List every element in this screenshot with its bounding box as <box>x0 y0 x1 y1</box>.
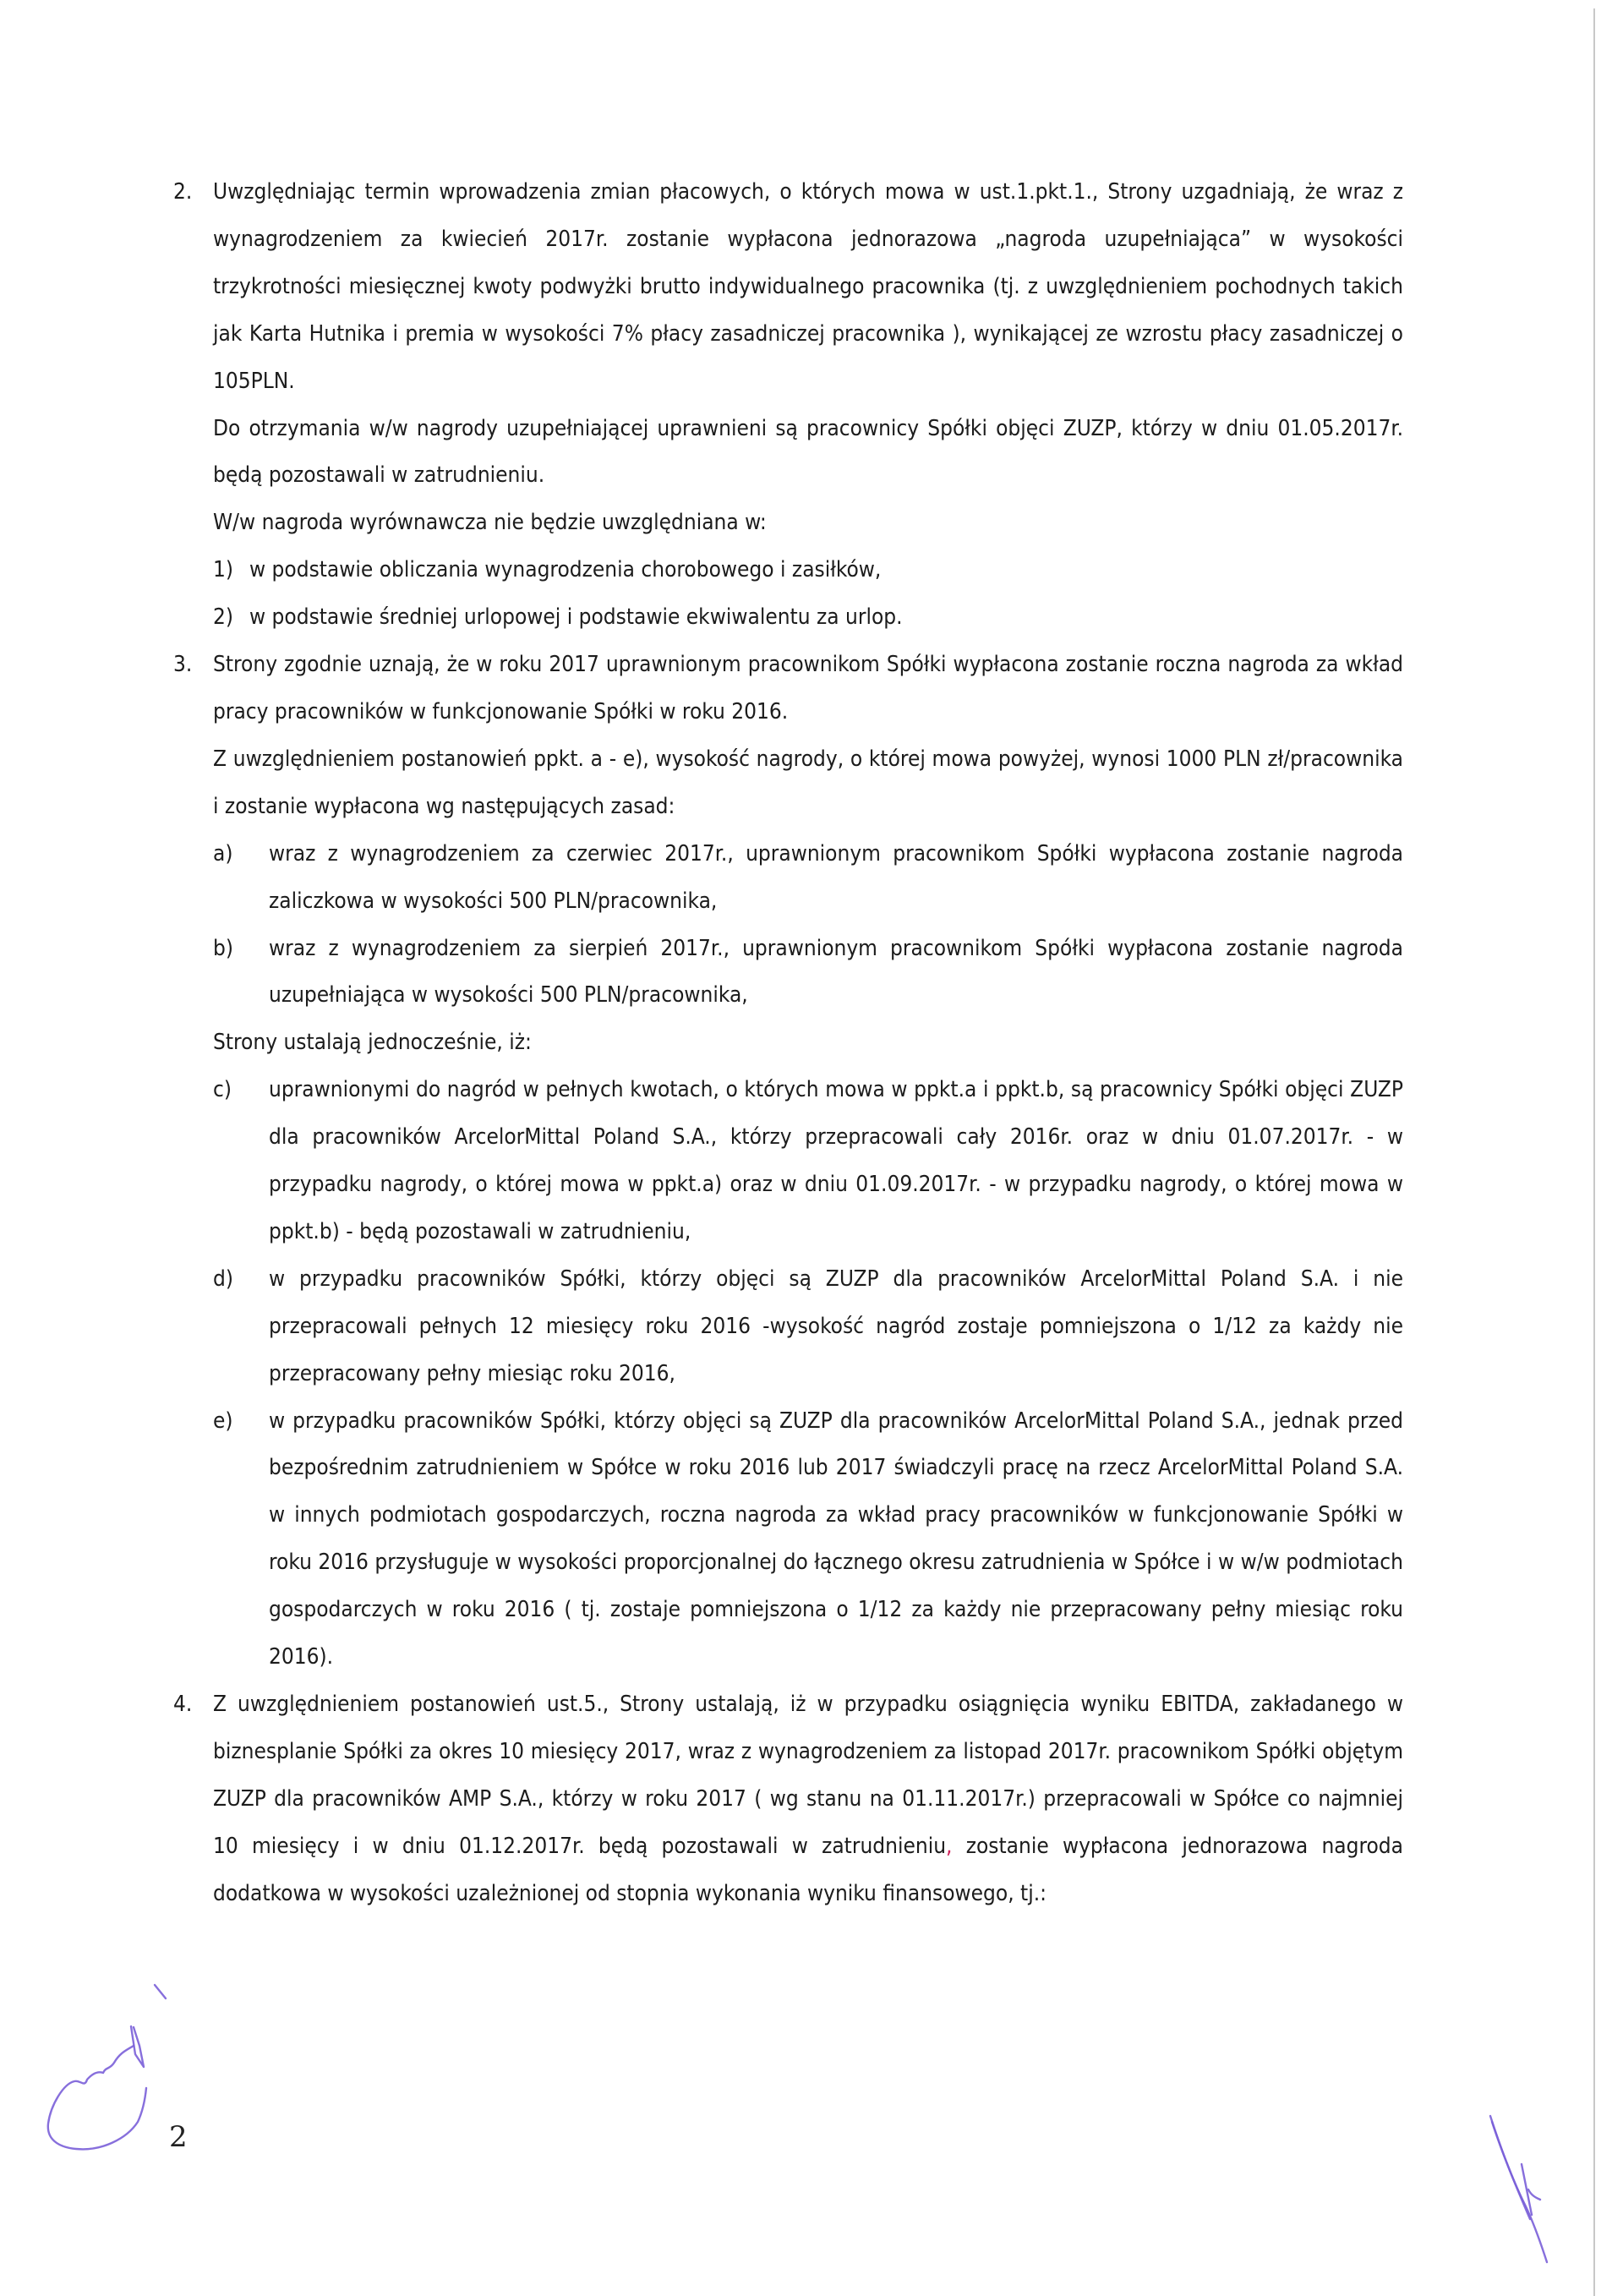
rule-item-b <box>213 926 1403 1020</box>
rule-text: wraz z wynagrodzeniem za sierpień 2017r., uprawnionym pracownikom Spółki wypłacona zostanie nagroda uzupełniająca w wysokości 500 PLN/pracownika, <box>269 935 1403 1009</box>
exclusion-item <box>213 594 1403 642</box>
rule-label: a) <box>213 840 233 866</box>
item-number: 2. <box>173 179 193 205</box>
rule-label: b) <box>213 935 233 961</box>
item-4-text-part1: Z uwzględnieniem postanowień ust.5., Strony ustalają, iż w przypadku osiągnięcia wyniku EBITDA, zakładanego w biznesplanie Spółki za okres 10 miesięcy 2017, wraz z wynagrodzeniem za listopad 2017r. pracownikom Spółki objętym ZUZP dla pracowników AMP S.A., którzy w roku 2017 ( wg stanu na 01.11.2017r.) przepracowali w Spółce co najmniej 10 miesięcy i w dniu 01.12.2017r. będą pozostawali w zatrudnieniu <box>213 1692 1403 1859</box>
rule-label: d) <box>213 1266 233 1292</box>
rule-text: wraz z wynagrodzeniem za czerwiec 2017r., uprawnionym pracownikom Spółki wypłacona zostanie nagroda zaliczkowa w wysokości 500 PLN/pracownika, <box>269 840 1403 914</box>
section-item-2 <box>173 169 1403 642</box>
rule-label: e) <box>213 1408 233 1434</box>
exclusion-label: 2) <box>213 604 234 631</box>
item-3-also: Strony ustalają jednocześnie, iż: <box>213 1030 532 1056</box>
rule-text: w przypadku pracowników Spółki, którzy objęci są ZUZP dla pracowników ArcelorMittal Poland S.A., jednak przed bezpośrednim zatrudnieniem w Spółce w roku 2016 lub 2017 świadczyli pracę na rzecz ArcelorMittal Poland S.A. w innych podmiotach gospodarczych, roczna nagroda za wkład pracy pracowników w funkcjonowanie Spółki w roku 2016 przysługuje w wysokości proporcjonalnej do łącznego okresu zatrudnienia w Spółce i w w/w podmiotach gospodarczych w roku 2016 ( tj. zostaje pomniejszona o 1/12 za każdy nie przepracowany pełny miesiąc roku 2016). <box>269 1408 1403 1670</box>
item-number: 3. <box>173 652 193 678</box>
rule-item-d <box>213 1256 1403 1398</box>
item-4-text <box>213 1681 1403 1918</box>
item-number: 4. <box>173 1692 193 1717</box>
item-2-eligibility: Do otrzymania w/w nagrody uzupełniającej uprawnieni są pracownicy Spółki objęci ZUZP, którzy w dniu 01.05.2017r. będą pozostawali w zatrudnieniu. <box>213 415 1403 489</box>
section-item-4 <box>173 1681 1403 1918</box>
exclusion-label: 1) <box>213 557 234 583</box>
rule-item-e <box>213 1398 1403 1681</box>
rule-item-a <box>213 831 1403 926</box>
rule-text: w przypadku pracowników Spółki, którzy objęci są ZUZP dla pracowników ArcelorMittal Poland S.A. i nie przepracowali pełnych 12 miesięcy roku 2016 -wysokość nagród zostaje pomniejszona o 1/12 za każdy nie przepracowany pełny miesiąc roku 2016, <box>269 1266 1403 1386</box>
scan-edge-line <box>1593 8 1595 2296</box>
page-number: 2 <box>169 2120 188 2154</box>
rule-label: c) <box>213 1077 232 1103</box>
item-2-intro: Uwzględniając termin wprowadzenia zmian płacowych, o których mowa w ust.1.pkt.1., Strony uzgadniają, że wraz z wynagrodzeniem za kwiecień 2017r. zostanie wypłacona jednorazowa „nagroda uzupełniająca” w wysokości trzykrotności miesięcznej kwoty podwyżki brutto indywidualnego pracownika (tj. z uwzględnieniem pochodnych takich jak Karta Hutnika i premia w wysokości 7% płacy zasadniczej pracownika ), wynikającej ze wzrostu płacy zasadniczej o 105PLN. <box>213 179 1403 394</box>
exclusion-text: w podstawie średniej urlopowej i podstawie ekwiwalentu za urlop. <box>249 604 903 631</box>
exclusion-text: w podstawie obliczania wynagrodzenia chorobowego i zasiłków, <box>249 557 882 583</box>
item-4-text-part2: zostanie wypłacona jednorazowa nagroda dodatkowa w wysokości uzależnionej od stopnia wykonania wyniku finansowego, tj.: <box>213 1833 1403 1906</box>
signature-initials-right-icon <box>0 0 1 1</box>
item-3-intro: Strony zgodnie uznają, że w roku 2017 uprawnionym pracownikom Spółki wypłacona zostanie roczna nagroda za wkład pracy pracowników w funkcjonowanie Spółki w roku 2016. <box>213 652 1403 724</box>
item-2-exclusion-intro: W/w nagroda wyrównawcza nie będzie uwzględniana w: <box>213 510 767 536</box>
document-body <box>173 169 1403 1918</box>
item-3-amount: Z uwzględnieniem postanowień ppkt. a - e), wysokość nagrody, o której mowa powyżej, wynosi 1000 PLN zł/pracownika i zostanie wypłacona wg następujących zasad: <box>213 746 1403 819</box>
handwritten-comma-mark: , <box>946 1833 953 1859</box>
section-item-3 <box>173 642 1403 1681</box>
rule-text: uprawnionymi do nagród w pełnych kwotach, o których mowa w ppkt.a i ppkt.b, są pracownicy Spółki objęci ZUZP dla pracowników ArcelorMittal Poland S.A., którzy przepracowali cały 2016r. oraz w dniu 01.07.2017r. - w przypadku nagrody, o której mowa w ppkt.a) oraz w dniu 01.09.2017r. - w przypadku nagrody, o której mowa w ppkt.b) - będą pozostawali w zatrudnieniu, <box>269 1077 1403 1244</box>
rule-item-c <box>213 1067 1403 1256</box>
exclusion-item <box>213 547 1403 594</box>
